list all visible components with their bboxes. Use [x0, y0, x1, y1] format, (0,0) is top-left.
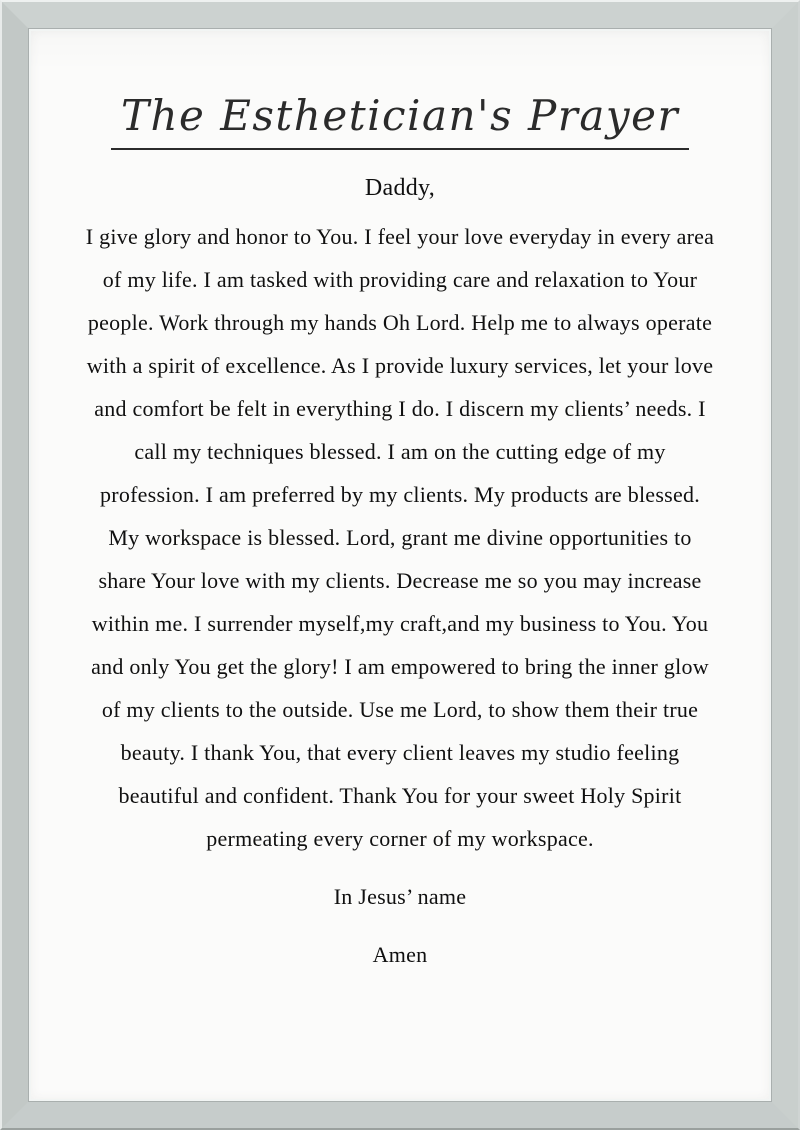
- prayer-line: profession. I am preferred by my clients. My products are blessed.: [100, 482, 700, 508]
- prayer-line: My workspace is blessed. Lord, grant me divine opportunities to: [108, 525, 692, 551]
- salutation: Daddy,: [364, 175, 436, 202]
- paper: [31, 31, 769, 1099]
- prayer-line: within me. I surrender myself,my craft,and my business to You. You: [91, 611, 709, 637]
- prayer-line: share Your love with my clients. Decrease me so you may increase: [98, 568, 702, 594]
- frame-highlight: [29, 29, 771, 1101]
- prayer-body: [35, 215, 765, 860]
- closing-line-in-jesus-name: In Jesus’ name: [333, 884, 467, 910]
- prayer-line: call my techniques blessed. I am on the cutting edge of my: [134, 439, 666, 465]
- prayer-line: I give glory and honor to You. I feel your love everyday in every area: [85, 224, 715, 250]
- frame-inner-liner: [28, 28, 772, 1102]
- prayer-line: with a spirit of excellence. As I provide luxury services, let your love: [86, 353, 714, 379]
- prayer-line: of my clients to the outside. Use me Lord, to show them their true: [101, 697, 699, 723]
- prayer-line: permeating every corner of my workspace.: [206, 826, 594, 852]
- prayer-line: of my life. I am tasked with providing care and relaxation to Your: [102, 267, 698, 293]
- prayer-line: beauty. I thank You, that every client leaves my studio feeling: [120, 740, 680, 766]
- prayer-line: people. Work through my hands Oh Lord. Help me to always operate: [87, 310, 713, 336]
- prayer-line: and only You get the glory! I am empowered to bring the inner glow: [91, 654, 709, 680]
- closing-line-amen: Amen: [372, 942, 428, 968]
- prayer-line: beautiful and confident. Thank You for your sweet Holy Spirit: [118, 783, 682, 809]
- picture-frame: [2, 2, 798, 1128]
- prayer-line: and comfort be felt in everything I do. I discern my clients’ needs. I: [94, 396, 706, 422]
- artwork-title: The Esthetician's Prayer: [111, 91, 689, 150]
